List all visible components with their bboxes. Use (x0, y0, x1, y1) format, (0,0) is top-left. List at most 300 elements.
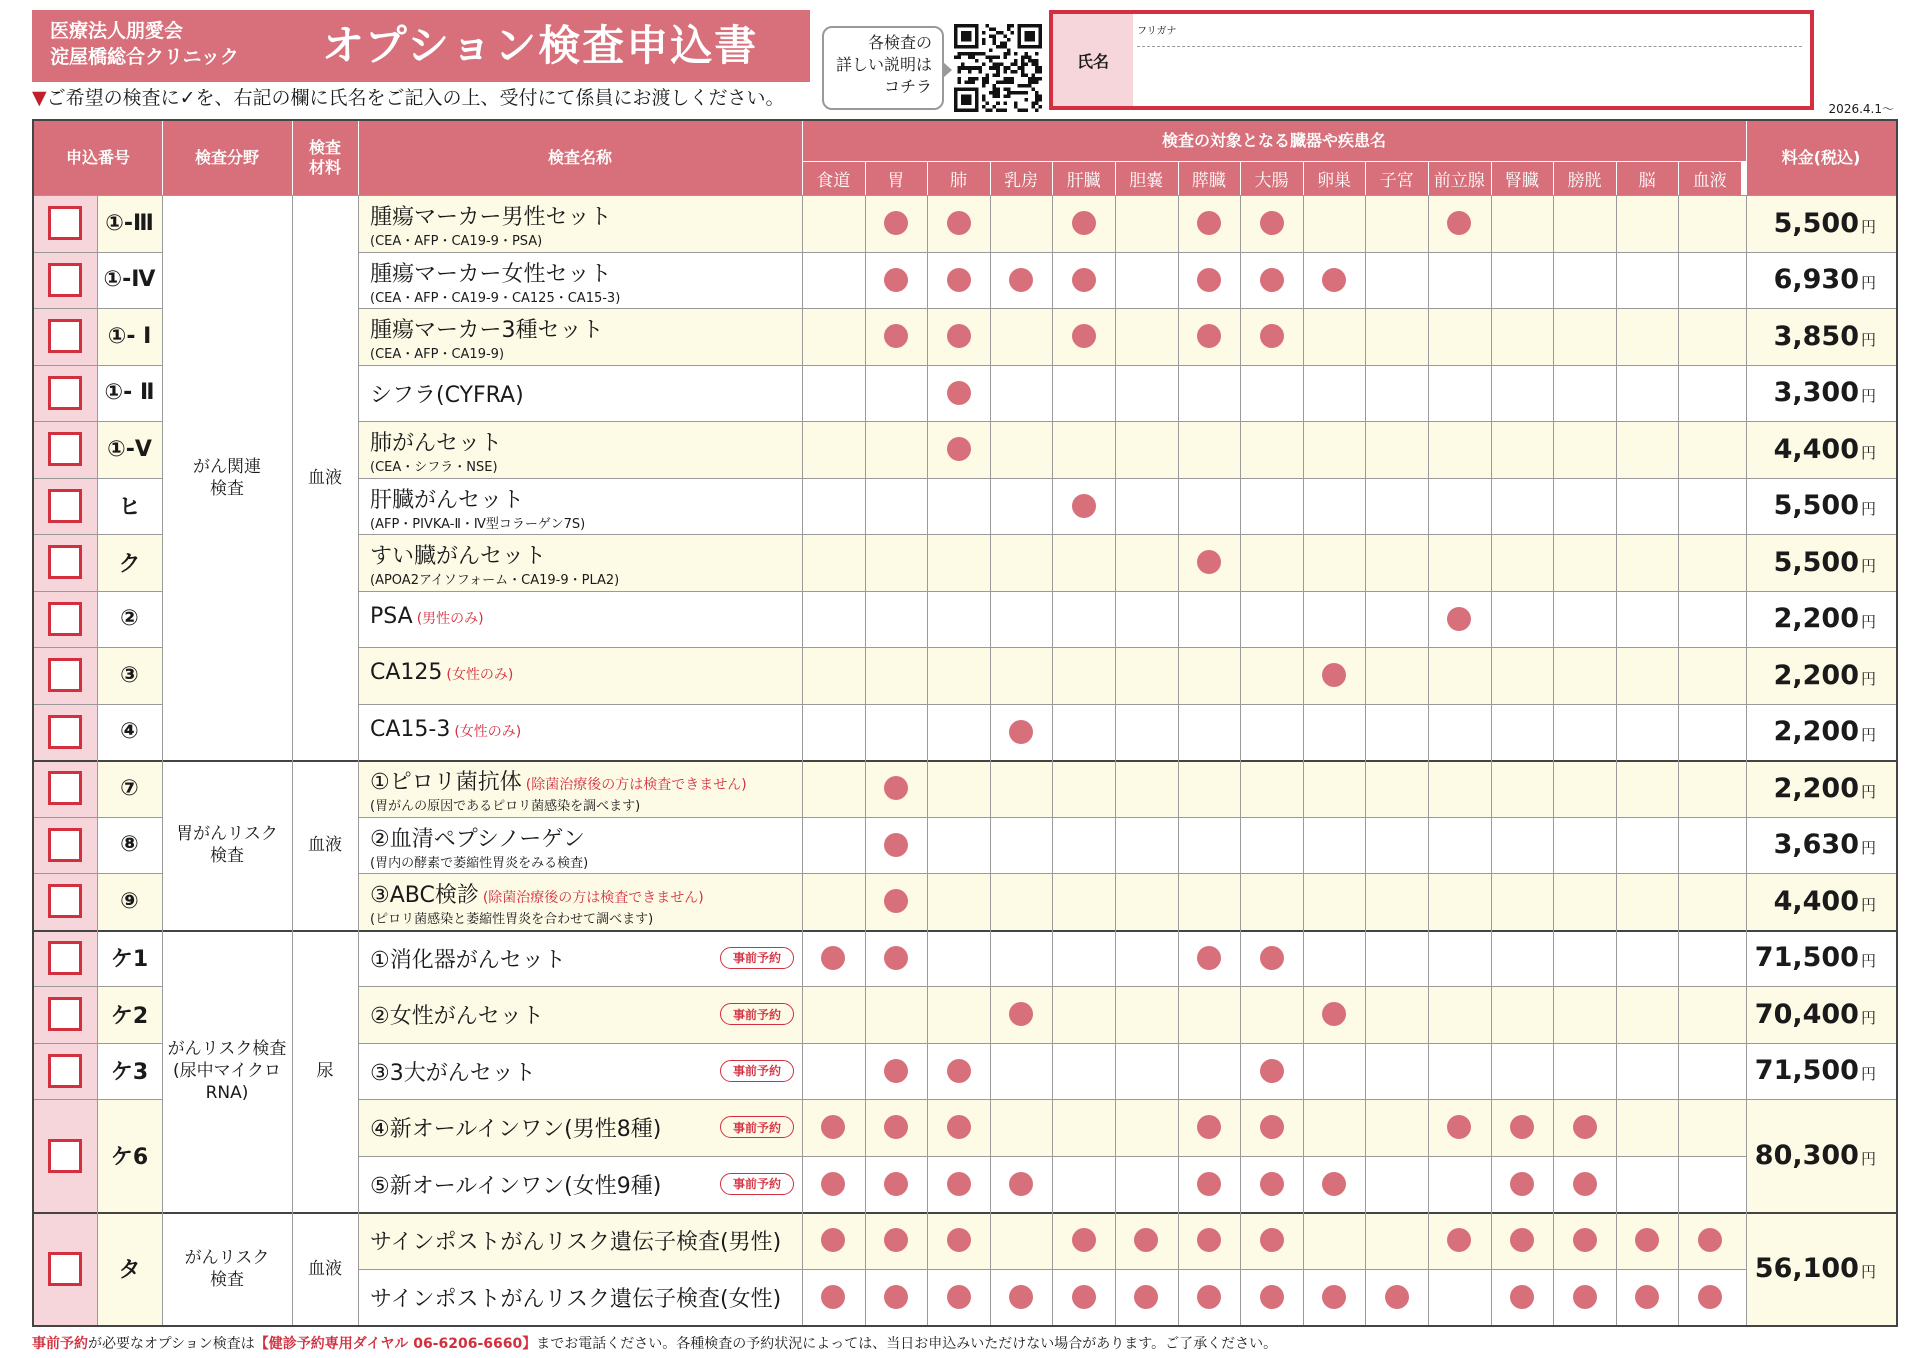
organ-dot (884, 1172, 908, 1196)
checkbox[interactable] (48, 1054, 82, 1088)
application-number: ①- Ⅰ (107, 323, 152, 349)
header-price (1746, 121, 1896, 195)
organ-dot (1197, 211, 1221, 235)
header-organ: 肝臓 (1052, 161, 1115, 195)
test-name-text: ②女性がんセット (370, 1004, 544, 1029)
test-name (370, 1225, 781, 1256)
header-divider (358, 121, 359, 195)
organ-dot (1072, 494, 1096, 518)
price-value (1746, 930, 1896, 987)
application-number: ④ (120, 719, 139, 745)
price-amount: 4,400 (1773, 433, 1859, 465)
header-divider (1746, 121, 1747, 195)
test-name (370, 604, 484, 629)
category-text: 胃がんリスク (176, 823, 278, 844)
price-unit: 円 (1860, 1263, 1876, 1281)
price-value (1746, 1099, 1896, 1212)
organ-dot (1197, 1285, 1221, 1309)
application-number: ケ6 (110, 1145, 149, 1170)
test-name (370, 200, 612, 231)
organ-dot (1197, 1228, 1221, 1252)
test-name-text: ③3大がんセット (370, 1060, 536, 1086)
test-name-text: ①消化器がんセット (370, 947, 566, 973)
header-divider (802, 161, 1746, 162)
header-divider (990, 161, 991, 195)
test-name (370, 1112, 661, 1143)
row-background (358, 421, 1896, 478)
category-text: (尿中マイクロ (173, 1060, 281, 1081)
price-value (1746, 478, 1896, 535)
organ-dot (1322, 268, 1346, 292)
row-background (358, 986, 1896, 1043)
organ-dot (1260, 1285, 1284, 1309)
price-value (1746, 647, 1896, 704)
organ-dot (884, 1115, 908, 1139)
application-number: ①-Ⅳ (103, 267, 156, 293)
test-name (370, 1282, 781, 1313)
price-amount: 5,500 (1773, 207, 1859, 239)
category-text: がん関連 (193, 456, 261, 477)
test-name (370, 313, 604, 344)
header-test-name (358, 121, 802, 195)
header-divider (292, 121, 293, 195)
test-name-text: ④新オールインワン(男性8種) (370, 1117, 662, 1142)
price-unit: 円 (1860, 952, 1876, 971)
triangle-icon: ▼ (32, 87, 47, 109)
organ-dot (1573, 1172, 1597, 1196)
organ-dot (947, 381, 971, 405)
organ-dot (821, 946, 845, 970)
header-banner (32, 10, 810, 82)
footer-note: 事前予約が必要なオプション検査は【健診予約専用ダイヤル 06-6206-6660】までお電話ください。各種検査の予約状況によっては、当日お申込みいただけない場合があります。ご了承ください。 (32, 1336, 1278, 1352)
header-divider (1303, 161, 1304, 195)
test-subtitle: (CEA・シフラ・NSE) (370, 460, 498, 475)
column-divider (1115, 195, 1116, 1325)
organ-dot (947, 437, 971, 461)
organ-dot (1260, 268, 1284, 292)
clinic-name: 医療法人朋愛会 淀屋橋総合クリニック (50, 20, 239, 68)
price-value (1746, 1043, 1896, 1100)
price-unit: 円 (1860, 1008, 1876, 1027)
test-name-text: CA125 (370, 660, 443, 685)
column-divider (1365, 195, 1366, 1325)
organ-dot (821, 1285, 845, 1309)
reservation-badge: 事前予約 (720, 947, 794, 969)
organ-dot (1197, 1115, 1221, 1139)
test-name-text: サインポストがんリスク遺伝子検査(男性) (370, 1230, 782, 1255)
test-subtitle: (CEA・AFP・CA19-9) (370, 347, 505, 362)
test-name (370, 1056, 536, 1087)
test-subtitle: (胃内の酵素で萎縮性胃炎をみる検査) (370, 855, 589, 871)
checkbox[interactable] (48, 771, 82, 805)
instruction-text: ▼ご希望の検査に✓を、右記の欄に氏名をご記入の上、受付にて係員にお渡しください。 (32, 87, 785, 109)
header-app-no (34, 121, 162, 195)
column-divider (990, 195, 991, 1325)
checkbox[interactable] (48, 376, 82, 410)
test-table (32, 119, 1898, 1327)
price-value (1746, 760, 1896, 817)
organ-dot (947, 1228, 971, 1252)
material-label: 血液 (308, 467, 342, 488)
material-label: 血液 (308, 1258, 342, 1279)
column-divider (358, 195, 359, 1325)
checkbox[interactable] (48, 828, 82, 862)
header-divider (1491, 161, 1492, 195)
price-unit: 円 (1860, 330, 1876, 349)
organ-dot (947, 1172, 971, 1196)
price-amount: 2,200 (1773, 716, 1859, 748)
header-organ: 腎臓 (1491, 161, 1554, 195)
organ-dot (1260, 946, 1284, 970)
price-value (1746, 986, 1896, 1043)
test-name (370, 539, 546, 570)
test-subtitle: (CEA・AFP・CA19-9・CA125・CA15-3) (370, 290, 621, 306)
column-divider (1678, 195, 1679, 1325)
organ-dot (1072, 1285, 1096, 1309)
price-value (1746, 534, 1896, 591)
organ-dot (1385, 1285, 1409, 1309)
column-divider (1553, 195, 1554, 1325)
header-organ: 食道 (802, 161, 865, 195)
application-number: ⑧ (120, 832, 139, 858)
column-divider (1491, 195, 1492, 1325)
material-label: 尿 (316, 1060, 334, 1081)
price-unit: 円 (1860, 1065, 1876, 1084)
price-value (1746, 873, 1896, 930)
header-divider (1616, 161, 1617, 195)
checkbox[interactable] (48, 545, 82, 579)
page-title: オプション検査申込書 (322, 21, 759, 70)
header-category-text: 検査分野 (194, 148, 259, 167)
organ-dot (1322, 1172, 1346, 1196)
organ-dot (884, 1059, 908, 1083)
header-organ: 脳 (1616, 161, 1679, 195)
application-number: ①-Ⅲ (105, 210, 154, 236)
organ-dot (884, 776, 908, 800)
checkbox[interactable] (48, 941, 82, 975)
organ-dot (1260, 211, 1284, 235)
category-text: がんリスク (184, 1247, 270, 1268)
test-name (370, 426, 502, 457)
price-unit: 円 (1860, 556, 1876, 575)
category-label (162, 930, 292, 1213)
organ-dot (1197, 946, 1221, 970)
checkbox[interactable] (48, 715, 82, 749)
header-material-text: 検査 (308, 138, 341, 157)
header-divider (1240, 161, 1241, 195)
application-number: ケ2 (110, 1003, 149, 1029)
price-unit: 円 (1860, 726, 1876, 745)
application-number: ケ3 (110, 1060, 149, 1086)
row-divider (358, 478, 1896, 479)
checkbox[interactable] (48, 319, 82, 353)
organ-dot (1698, 1285, 1722, 1309)
test-name (370, 999, 544, 1030)
test-subtitle: (AFP・PIVKA-Ⅱ・Ⅳ型コラーゲン7S) (370, 516, 586, 532)
price-amount: 70,400 (1754, 998, 1859, 1030)
reservation-badge: 事前予約 (720, 1003, 794, 1025)
row-divider (34, 1325, 1896, 1327)
header-divider (1115, 161, 1116, 195)
application-number: ①-Ⅴ (107, 436, 152, 462)
checkbox[interactable] (48, 658, 82, 692)
checkbox[interactable] (48, 884, 82, 918)
price-amount: 6,930 (1773, 264, 1859, 296)
organ-dot (1260, 1172, 1284, 1196)
column-divider (1303, 195, 1304, 1325)
price-amount: 3,300 (1773, 377, 1859, 409)
header-material-text: 材料 (308, 158, 341, 177)
test-name-text: 肝臓がんセット (370, 487, 525, 513)
test-name (370, 943, 566, 974)
category-text: 検査 (210, 1269, 244, 1290)
test-name (370, 660, 513, 685)
header-organ: 乳房 (990, 161, 1053, 195)
header-organ: 胆嚢 (1115, 161, 1178, 195)
row-divider (358, 421, 1896, 422)
test-note: (女性のみ) (446, 667, 514, 683)
price-amount: 56,100 (1754, 1253, 1859, 1284)
header-divider (1365, 161, 1366, 195)
application-number: タ (118, 1258, 141, 1283)
column-divider (802, 195, 803, 1325)
checkbox[interactable] (48, 432, 82, 466)
column-divider (1052, 195, 1053, 1325)
application-number: ⑨ (120, 888, 139, 914)
test-name-text: すい臓がんセット (370, 544, 547, 569)
organ-dot (947, 324, 971, 348)
organ-dot (1698, 1228, 1722, 1252)
row-background (358, 647, 1896, 704)
test-name (370, 378, 524, 409)
category-text: 検査 (210, 478, 244, 499)
application-number: ⑦ (120, 775, 139, 801)
header-divider (1052, 161, 1053, 195)
price-value (1746, 421, 1896, 478)
checkbox[interactable] (48, 489, 82, 523)
name-field[interactable] (1049, 10, 1814, 110)
header-organ: 血液 (1678, 161, 1741, 195)
organ-dot (1197, 1172, 1221, 1196)
column-divider (1616, 195, 1617, 1325)
header-divider (927, 161, 928, 195)
name-label: 氏名 (1053, 14, 1133, 106)
price-amount: 5,500 (1773, 546, 1859, 578)
application-number: ③ (120, 662, 139, 688)
organ-dot (1197, 268, 1221, 292)
organ-dot (1072, 211, 1096, 235)
header-divider (1678, 161, 1679, 195)
organ-dot (1009, 1172, 1033, 1196)
header-material (292, 121, 358, 195)
test-name (370, 765, 747, 796)
header-divider (865, 161, 866, 195)
row-divider (358, 308, 1896, 309)
header-divider (1553, 161, 1554, 195)
header-divider (1428, 161, 1429, 195)
reservation-badge: 事前予約 (720, 1116, 794, 1138)
price-amount: 2,200 (1773, 659, 1859, 691)
application-number: ヒ (118, 495, 141, 521)
test-subtitle: (CEA・AFP・CA19-9・PSA) (370, 234, 543, 249)
price-value (1746, 817, 1896, 874)
row-divider (358, 591, 1896, 592)
header-organ: 子宮 (1365, 161, 1428, 195)
column-divider (1240, 195, 1241, 1325)
category-label (162, 195, 292, 760)
test-subtitle: (胃がんの原因であるピロリ菌感染を調べます) (370, 799, 641, 814)
organ-dot (1635, 1285, 1659, 1309)
organ-dot (947, 268, 971, 292)
organ-dot (947, 1285, 971, 1309)
application-number: ② (120, 606, 139, 632)
price-amount: 3,630 (1773, 829, 1859, 861)
price-amount: 5,500 (1773, 490, 1859, 522)
price-amount: 71,500 (1754, 1055, 1859, 1087)
price-unit: 円 (1860, 895, 1876, 914)
header-test-name-text: 検査名称 (547, 148, 612, 167)
effective-date: 2026.4.1～ (1828, 102, 1894, 116)
organ-dot (1260, 1115, 1284, 1139)
checkbox[interactable] (48, 997, 82, 1031)
test-name (370, 1169, 661, 1200)
price-value (1746, 704, 1896, 761)
checkbox[interactable] (48, 263, 82, 297)
organ-dot (1260, 1228, 1284, 1252)
header-price-text: 料金(税込) (1781, 148, 1861, 167)
test-name (370, 822, 585, 853)
column-divider (927, 195, 928, 1325)
column-divider (1178, 195, 1179, 1325)
test-subtitle: (ピロリ菌感染と萎縮性胃炎を合わせて調べます) (370, 912, 654, 927)
organ-dot (1260, 324, 1284, 348)
price-amount: 71,500 (1754, 942, 1859, 974)
price-amount: 2,200 (1773, 772, 1859, 804)
category-label (162, 760, 292, 930)
organ-dot (1009, 268, 1033, 292)
row-divider (358, 534, 1896, 535)
organ-dot (1009, 720, 1033, 744)
column-divider (1428, 195, 1429, 1325)
organ-dot (884, 833, 908, 857)
organ-dot (821, 1172, 845, 1196)
test-name-text: ③ABC検診 (370, 883, 479, 908)
row-divider (358, 252, 1896, 253)
header-category (162, 121, 292, 195)
price-unit: 円 (1860, 782, 1876, 801)
checkbox[interactable] (48, 1252, 82, 1286)
header-organs-title-text: 検査の対象となる臓器や疾患名 (1161, 131, 1386, 150)
application-number: ①- Ⅱ (104, 380, 155, 406)
price-value (1746, 1212, 1896, 1325)
organ-dot (1072, 324, 1096, 348)
price-unit: 円 (1860, 669, 1876, 688)
application-number: ク (118, 551, 141, 577)
header-divider (1178, 161, 1179, 195)
organ-dot (1197, 324, 1221, 348)
organ-dot (1510, 1285, 1534, 1309)
price-unit: 円 (1860, 1150, 1876, 1168)
test-name-text: CA15-3 (370, 716, 451, 742)
test-name (370, 483, 524, 514)
organ-dot (1009, 1285, 1033, 1309)
header-organ: 卵巣 (1303, 161, 1366, 195)
checkbox[interactable] (48, 206, 82, 240)
test-name-text: ⑤新オールインワン(女性9種) (370, 1173, 662, 1199)
row-divider (358, 1043, 1896, 1044)
organ-dot (1197, 550, 1221, 574)
qr-code-icon[interactable] (954, 24, 1042, 112)
organ-dot (1447, 607, 1471, 631)
test-name-text: シフラ(CYFRA) (370, 382, 524, 408)
organ-dot (947, 1115, 971, 1139)
price-unit: 円 (1860, 443, 1876, 462)
organ-dot (1322, 1285, 1346, 1309)
price-unit: 円 (1860, 387, 1876, 406)
category-text: 検査 (210, 845, 244, 866)
organ-dot (884, 1285, 908, 1309)
header-divider (802, 121, 803, 195)
qr-label: 各検査の 詳しい説明は コチラ (822, 26, 944, 110)
row-divider (358, 647, 1896, 648)
header-organ: 膵臓 (1178, 161, 1241, 195)
test-subtitle: (APOA2アイソフォーム・CA19-9・PLA2) (370, 573, 620, 588)
header-organ: 肺 (927, 161, 990, 195)
price-amount: 80,300 (1754, 1140, 1859, 1171)
organ-dot (1510, 1115, 1534, 1139)
price-value (1746, 195, 1896, 252)
price-unit: 円 (1860, 217, 1876, 236)
organ-dot (884, 1228, 908, 1252)
price-unit: 円 (1860, 613, 1876, 632)
column-divider (865, 195, 866, 1325)
test-note: (除菌治療後の方は検査できません) (482, 890, 704, 906)
checkbox[interactable] (48, 602, 82, 636)
header-organ: 膀胱 (1553, 161, 1616, 195)
test-name-text: PSA (370, 603, 413, 629)
reservation-badge: 事前予約 (720, 1173, 794, 1195)
test-name (370, 257, 612, 288)
test-name (370, 717, 521, 742)
furigana-label: フリガナ (1137, 26, 1177, 37)
test-name-text: 肺がんセット (370, 431, 503, 456)
reservation-badge: 事前予約 (720, 1060, 794, 1082)
test-name-text: ①ピロリ菌抗体 (370, 770, 522, 795)
row-divider (358, 817, 1896, 818)
application-number: ケ1 (110, 947, 149, 973)
header-organ: 胃 (865, 161, 928, 195)
category-text: がんリスク検査 (167, 1038, 287, 1059)
organ-dot (1510, 1228, 1534, 1252)
organ-dot (884, 889, 908, 913)
test-name-text: 腫瘍マーカー女性セット (370, 261, 612, 287)
organ-dot (1573, 1228, 1597, 1252)
test-note: (除菌治療後の方は検査できません) (525, 777, 747, 793)
checkbox[interactable] (48, 1139, 82, 1173)
test-name-text: サインポストがんリスク遺伝子検査(女性) (370, 1286, 782, 1312)
row-divider (358, 365, 1896, 366)
organ-dot (1260, 1059, 1284, 1083)
row-divider (358, 1099, 1896, 1100)
price-amount: 4,400 (1773, 885, 1859, 917)
furigana-divider (1137, 46, 1802, 47)
category-label (162, 1212, 292, 1325)
organ-dot (1573, 1285, 1597, 1309)
price-amount: 2,200 (1773, 603, 1859, 635)
test-note: (女性のみ) (454, 723, 522, 740)
test-name-text: 腫瘍マーカー男性セット (370, 205, 612, 230)
header-organs-title (802, 121, 1746, 161)
